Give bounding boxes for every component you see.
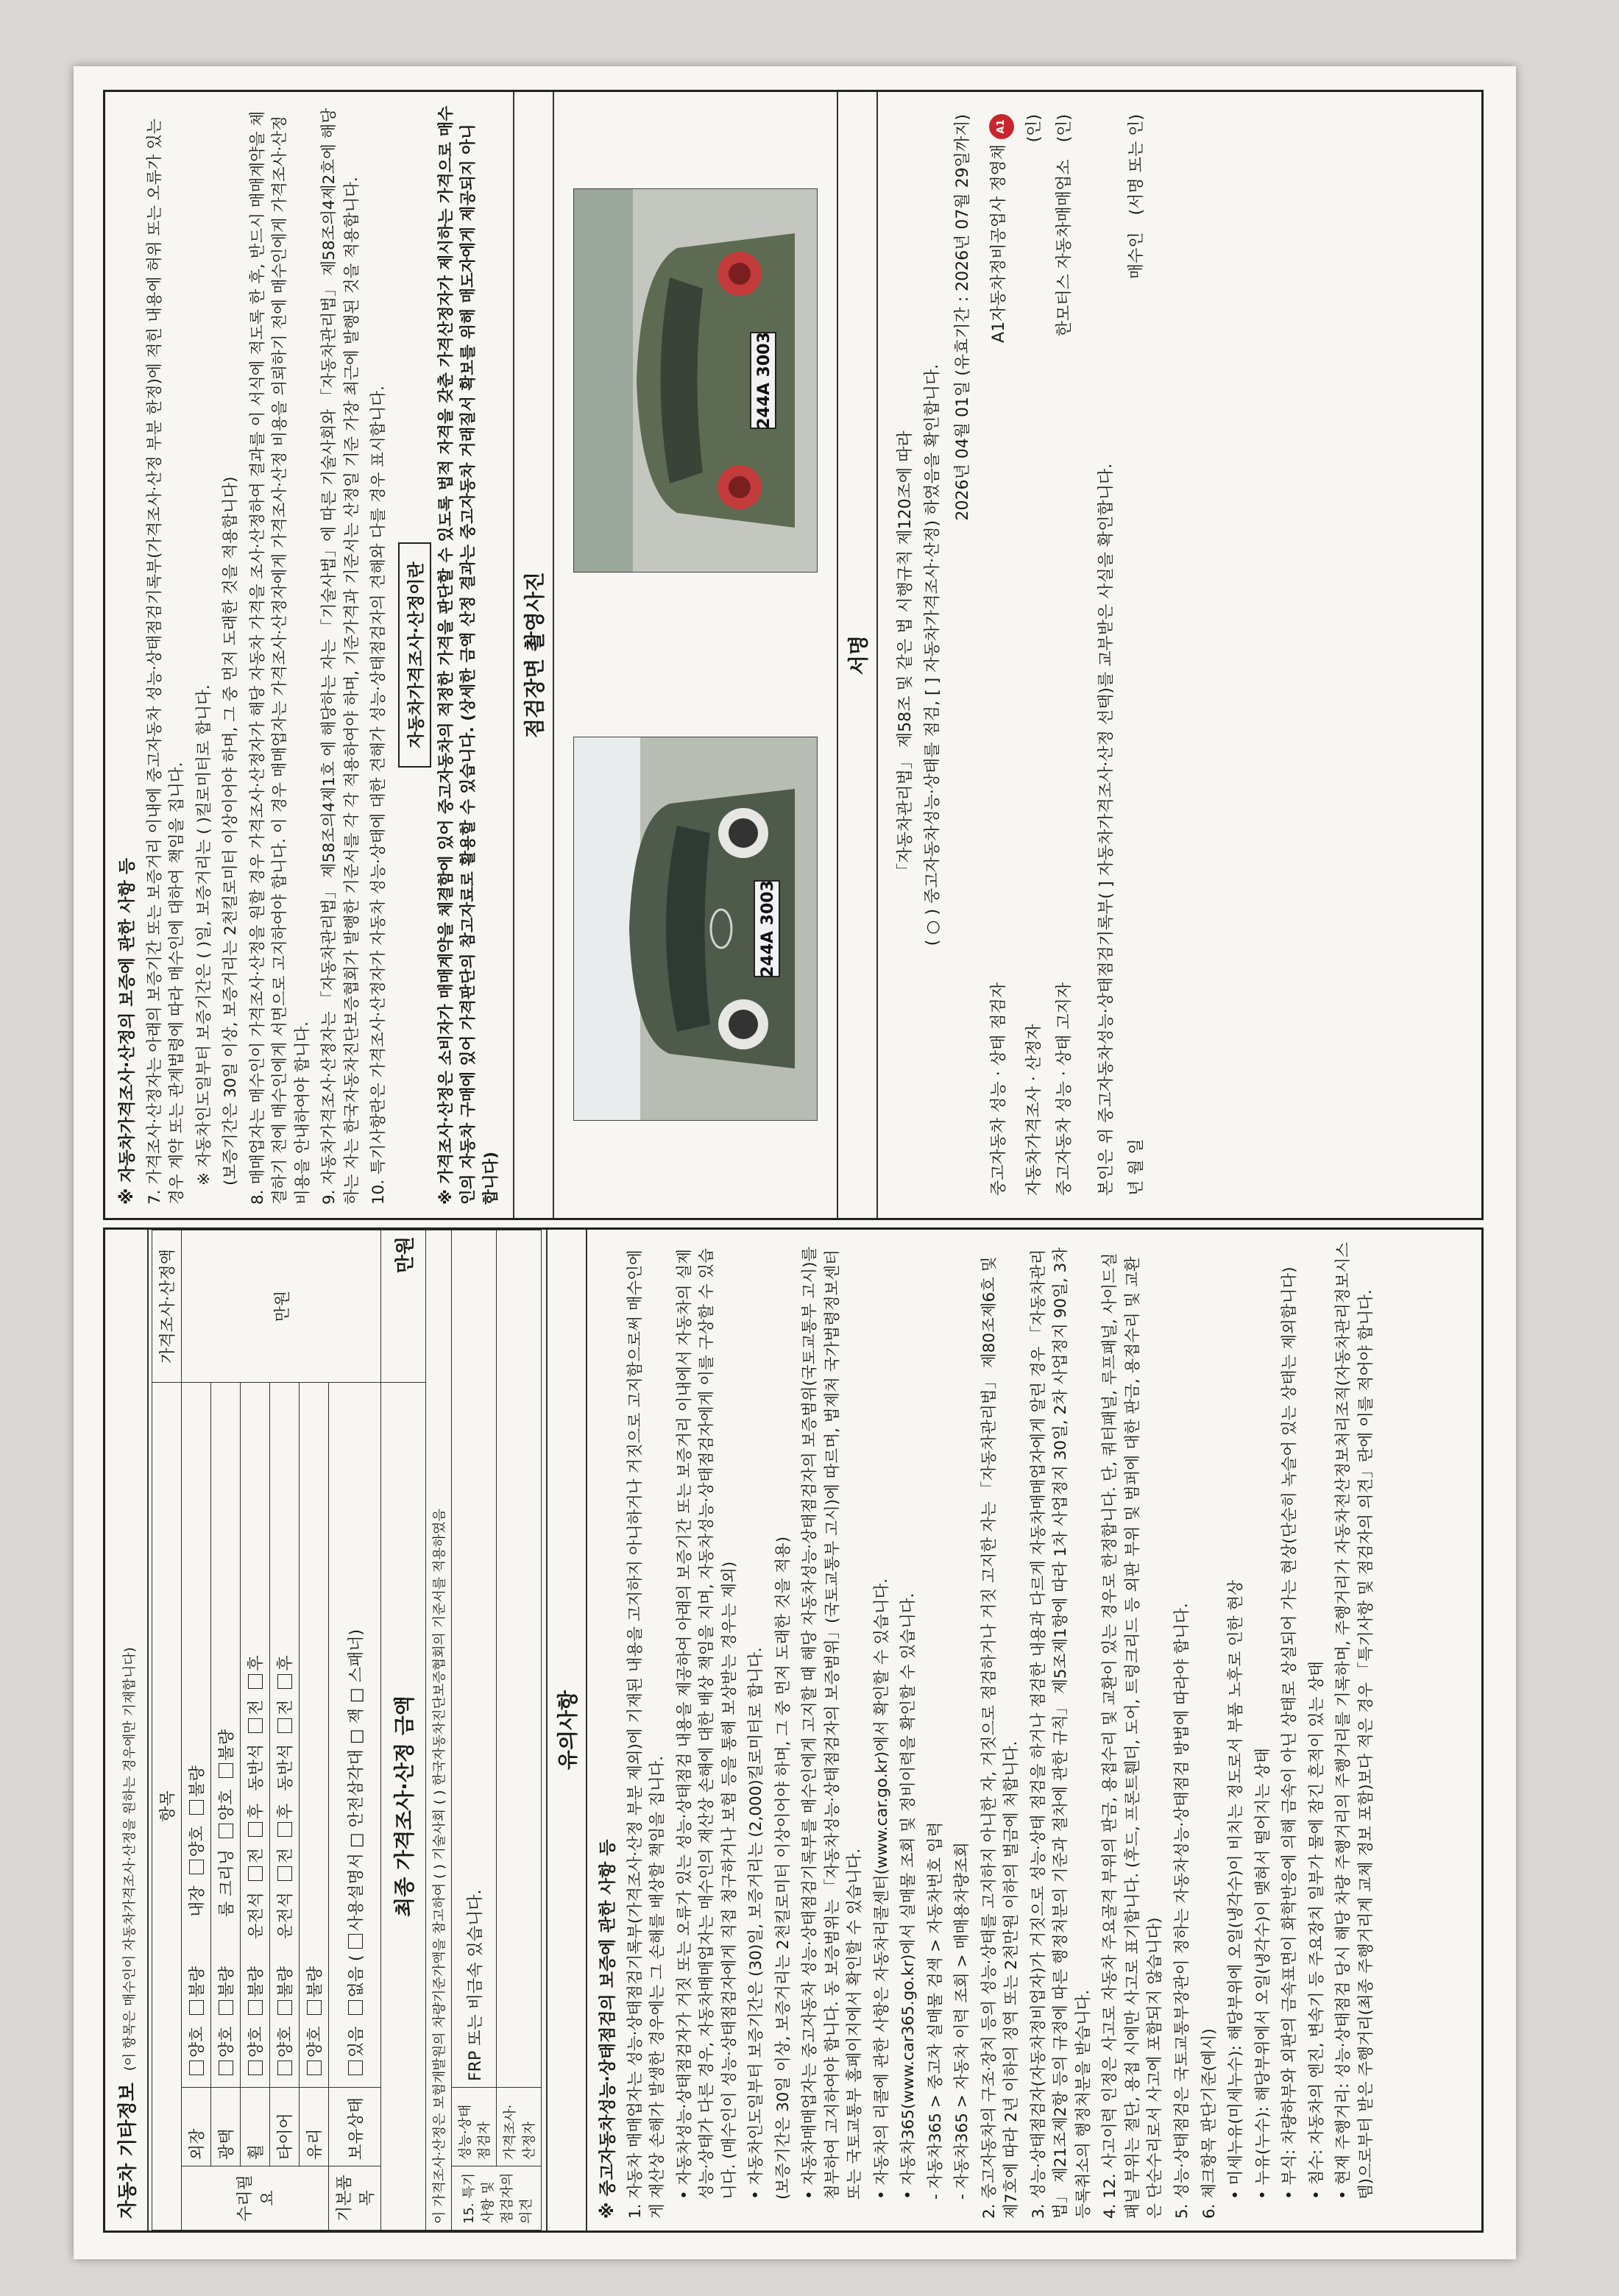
front-photo bbox=[573, 737, 818, 1122]
tire-label: 타이어 bbox=[270, 2088, 300, 2166]
interior-good-checkbox[interactable] bbox=[189, 1860, 204, 1874]
gloss-options bbox=[211, 1383, 241, 2088]
wheel-pass-rear-checkbox[interactable] bbox=[248, 1674, 263, 1689]
inspection-sheet-page bbox=[74, 66, 1516, 2259]
option-label: 불량 bbox=[218, 1729, 236, 1761]
tire-driver-rear-checkbox[interactable] bbox=[277, 1822, 292, 1837]
option-label: 운전석 bbox=[277, 1892, 295, 1939]
tire-driver-front-checkbox[interactable] bbox=[277, 1866, 292, 1881]
price-notes-title: ※ 자동차가격조사·산정의 보증에 관한 사항 등 bbox=[118, 857, 137, 1205]
notice-item: 1. 자동차 매매업자는 성능·상태점검기록부(가격조사·산정 부분 제외)에 기재된 내용을 고지하지 아니하거나 거짓으로 고지함으로써 매수인에게 재산상 손해가 발생한 경우에는 그 손해를 배상할 책임을 집니다. bbox=[626, 1250, 667, 2219]
frp-note: FRP 또는 비금속 있습니다. bbox=[452, 1230, 497, 2088]
notice-item: - 자동차365 > 자동차 이력 조회 > 매매용차량조회 bbox=[953, 1842, 972, 2200]
option-label: 양호 bbox=[277, 2026, 295, 2058]
tire-good-checkbox[interactable] bbox=[277, 2061, 292, 2075]
option-label: 후 bbox=[277, 1803, 295, 1819]
price-note-item: 10. 특기사항란은 가격조사·산정자가 자동차 성능·상태에 대한 견해가 성능·상태점검자의 견해와 다를 경우 표시합니다. bbox=[369, 386, 389, 1205]
option-label: 전 bbox=[277, 1847, 295, 1864]
final-price-unit: 만원 bbox=[381, 1230, 426, 1383]
final-price-title: 최종 가격조사·산정 금액 bbox=[381, 1383, 426, 2231]
col-item-header: 항목 bbox=[152, 1383, 182, 2231]
wheel-bad-checkbox[interactable] bbox=[248, 2000, 263, 2015]
glass-label: 유리 bbox=[300, 2088, 329, 2166]
cleaning-good-checkbox[interactable] bbox=[219, 1824, 233, 1838]
photos-area bbox=[554, 92, 838, 1218]
notice-item: • 자동차의 리콜에 관한 사항은 자동차리콜센터(www.car.go.kr)에서 확인할 수 있습니다. bbox=[872, 1578, 891, 2200]
option-label: 불량 bbox=[218, 1966, 236, 1998]
perf-checker-label: 성능·상태 점검자 bbox=[452, 2088, 497, 2166]
rear-photo bbox=[573, 189, 818, 573]
signature-date: 2026년 04월 01일 (유효기간 : 2026년 07월 29일까지) bbox=[954, 114, 973, 521]
notice-item: • 자동차매매업자는 중고자동차 성능·상태점검기록부를 매수인에게 고지할 때 해당 자동차성능·상태점검자의 보증범위(국토교통부 고시)를 첨부하여 고지하여야 합니다. 동 보증범위는 「자동차성능·상태점검자의 보증범위」(국토교통부 고시)에 따르며, 법제처 국가법령정보센터 또는 국토교통부 홈페이지에서 확인할 수 있습니다. bbox=[801, 1246, 865, 2200]
notice-item: (보증기간은 30일 이상, 보증거리는 2천킬로미터 이상이어야 하며, 그 중 먼저 도래한 것을 적용) bbox=[773, 1536, 793, 2200]
basic-items-label: 기본품목 bbox=[329, 2166, 381, 2231]
notice-item: • 자동차성능·상태점검자가 거짓 또는 오류가 있는 성능·상태점검 내용을 제공하여 아래의 보증기간 또는 보증거리 이내에서 자동차의 실제 성능·상태가 다른 경우, 자동차매매업자는 매수인의 재산상 손해에 대한 배상 책임을 지며, 자동차성능·상태점검자에게 이를 구상할 수 있습니다. (매수인이 성능·상태점검자에게 직접 청구하거나 보험 등을 통해 보상받는 경우는 제외) bbox=[675, 1248, 739, 2200]
rear-plate: 244A 3003 bbox=[755, 332, 774, 430]
notices-header: 유의사항 bbox=[546, 1230, 587, 2231]
etc-subtitle: (이 항목은 매수인이 자동차가격조사·산정을 원하는 경우에만 기재합니다) bbox=[122, 1647, 138, 2072]
buyer-row bbox=[1124, 114, 1147, 1196]
signature-confirm-line: ( ○ ) 중고자동차성능·상태를 점검, [ ] 자동차가격조사·산정) 하였음을 확인합니다. bbox=[924, 364, 943, 946]
front-plate: 244A 3003 bbox=[759, 880, 778, 978]
option-label: 불량 bbox=[188, 1765, 207, 1797]
notice-item: • 침수: 자동차의 엔진, 변속기 등 주요장치 일부가 물에 잠긴 흔적이 있는 상태 bbox=[1307, 1661, 1326, 2200]
price-checker-opinion bbox=[497, 1230, 542, 2088]
notice-item: 4. 12. 사고이력 인정은 사고로 자동차 주요골격 부위의 판금, 용접수리 및 교환이 있는 경우로 한정합니다. 단, 쿼터패널, 루프패널, 사이드실패널 부위는 절단, 용접 시에만 사고로 표기합니다. (후드, 프론트휀더, 도어, 트렁크리드 등 외판 부위 및 범퍼에 대한 판금, 용접수리 및 교환은 단순수리로서 사고에 포함되지 않습니다) bbox=[1101, 1252, 1165, 2219]
price-appraiser-row bbox=[1021, 114, 1044, 1196]
interior-label: 내장 bbox=[188, 1885, 207, 1917]
option-label: 전 bbox=[247, 1699, 266, 1715]
gloss-good-checkbox[interactable] bbox=[219, 2061, 233, 2075]
price-note-item: ※ 자동차인도일부터 보증기간은 ( )일, 보증거리는 ( )킬로미터로 합니다. bbox=[194, 684, 213, 1186]
option-label: 불량 bbox=[188, 1966, 207, 1998]
notice-item: • 자동차인도일부터 보증기간은 (30)일, 보증거리는 (2,000)킬로미터로 합니다. bbox=[747, 1647, 766, 2200]
price-info-box-text: ※ 가격조사·산정은 소비자가 매매계약을 체결함에 있어 중고자동차의 적정한 가격을 판단할 수 있도록 법적 자격을 갖춘 가격산정자가 제시하는 가격으로 매수인의 자동차 구매에 있어 가격판단의 참고자료로 활용할 수 있습니다. (상세한 금액 산정 결과는 중고자동차 거래질서 확보를 위해 매도자에게 제공되지 아니 합니다) bbox=[436, 105, 500, 1205]
notifier-label: 중고자동차 성능 · 상태 고지자 bbox=[1055, 982, 1074, 1196]
option-label: 불량 bbox=[306, 1966, 325, 1998]
notices-block bbox=[587, 1230, 1386, 2231]
option-label: 불량 bbox=[277, 1966, 295, 1998]
exterior-bad-checkbox[interactable] bbox=[189, 2000, 204, 2015]
notifier-sign[interactable]: (인) bbox=[1055, 114, 1074, 143]
option-label bbox=[986, 114, 1014, 343]
signature-law-line: 「자동차관리법」 제58조 및 같은 법 시행규칙 제120조에 따라 bbox=[896, 431, 915, 879]
buyer-confirm: 본인은 위 중고자동차성능·상태점검기록부( ] 자동차가격조사·산정 선택)를 교부받은 사실을 확인합니다. bbox=[1097, 463, 1116, 1196]
option-label: 양호 bbox=[188, 2026, 207, 2058]
tire-pass-front-checkbox[interactable] bbox=[277, 1718, 292, 1733]
option-label: 후 bbox=[247, 1803, 266, 1819]
notice-item: • 자동차365(www.car365.go.kr)에서 실매물 조회 및 정비이력을 확인할 수 있습니다. bbox=[899, 1592, 918, 2200]
option-label: 전 bbox=[247, 1847, 266, 1864]
special-notes-label: 15. 특기사항 및 점검자의 의견 bbox=[452, 2166, 542, 2231]
wheel-options bbox=[241, 1383, 270, 2088]
cleaning-bad-checkbox[interactable] bbox=[219, 1763, 233, 1778]
col-price-header: 가격조사·산정액 bbox=[152, 1230, 182, 1383]
wheel-driver-front-checkbox[interactable] bbox=[248, 1866, 263, 1881]
notice-item: 3. 성능·상태점검자(자동차정비업자)가 거짓으로 성능·상태 점검을 하거나 점검한 내용과 다르게 자동차매매업자에게 알린 경우 「자동차관리법」 제21조제2항 등의 규정에 따른 행정처분의 기준과 절차에 관한 규칙」 제5조제1항에 따라 1차 사업정지 30일, 2차 사업정지 90일, 3차 등록취소의 행정처분을 받습니다. bbox=[1029, 1247, 1093, 2219]
price-won-cell bbox=[182, 1230, 381, 1383]
basic-none-checkbox[interactable] bbox=[348, 2000, 363, 2015]
price-appraiser-sign[interactable]: (인) bbox=[1025, 114, 1044, 143]
option-label: 후 bbox=[247, 1655, 266, 1671]
option-label: 만원 bbox=[273, 1290, 292, 1322]
option-label: 동반석 bbox=[247, 1743, 266, 1791]
notice-item: 5. 성능·상태점검은 국토교통부장관이 정하는 자동차성능·상태점검 방법에 따라야 합니다. bbox=[1173, 1603, 1191, 2219]
option-label: 있음 bbox=[347, 2026, 366, 2058]
notice-item: • 누유(누수): 해당부위에서 오일(냉각수)이 맺혀서 떨어지는 상태 bbox=[1253, 1748, 1272, 2200]
exterior-options bbox=[182, 1383, 211, 2088]
option-label: 양호 bbox=[188, 1825, 207, 1857]
notice-item: • 현재 주행거리: 성능·상태점검 당시 해당 차량 주행거리의 주행거리를 기록하며, 주행거리가 자동차전산정보처리조직(자동차관리정보시스템)으로부터 받은 주행거리(최종 주행거리계 교체 정보 포함)보다 적은 경우 「특기사항 및 점검자의 의견」란에 이를 적어야 합니다. bbox=[1334, 1242, 1375, 2200]
glass-good-checkbox[interactable] bbox=[307, 2061, 322, 2075]
option-label: 양호 bbox=[306, 2026, 325, 2058]
room-cleaning-label: 룸 크리닝 bbox=[218, 1849, 236, 1917]
inspector-seal: A1 bbox=[989, 114, 1014, 139]
option-label: 불량 bbox=[247, 1966, 266, 1998]
buyer-label: 매수인 bbox=[1127, 232, 1147, 280]
front-car-image bbox=[574, 738, 817, 1121]
photos-title: 점검장면 촬영사진 bbox=[514, 92, 554, 1218]
wheel-good-checkbox[interactable] bbox=[248, 2061, 263, 2075]
price-checker-label: 가격조사·산정자 bbox=[497, 2088, 542, 2166]
basic-has-checkbox[interactable] bbox=[348, 2061, 363, 2075]
exterior-label: 외장 bbox=[182, 2088, 211, 2166]
option-label: 사용설명서 □ 안전삼각대 □ 잭 □ 스패너) bbox=[347, 1629, 366, 1932]
option-label: 후 bbox=[277, 1655, 295, 1671]
glass-options bbox=[300, 1383, 329, 2088]
glass-bad-checkbox[interactable] bbox=[307, 2000, 322, 2015]
notifier-row bbox=[1052, 114, 1074, 1196]
option-label bbox=[1124, 114, 1147, 279]
basic-status-label: 보유상태 bbox=[329, 2088, 381, 2166]
notice-item: • 미세누유(미세누수): 해당부위에 오일(냉각수)이 비치는 정도로서 부품 노후로 인한 현상 bbox=[1227, 1580, 1246, 2200]
wheel-label: 휠 bbox=[241, 2088, 270, 2166]
buyer-sign[interactable]: (서명 또는 인) bbox=[1127, 114, 1147, 216]
price-info-box-title: 자동차가격조사·산정이란 bbox=[398, 542, 431, 767]
tire-options bbox=[270, 1383, 300, 2088]
notices-title: ※ 중고자동차성능·상태점검의 보증에 관한 사항 등 bbox=[598, 1839, 617, 2219]
manual-checkbox[interactable] bbox=[348, 1934, 363, 1949]
option-label: 없음 bbox=[347, 1966, 366, 1998]
option-label: 양호 bbox=[218, 1789, 236, 1821]
price-appraiser-label: 자동차가격조사 · 산정자 bbox=[1025, 1024, 1044, 1196]
wheel-pass-front-checkbox[interactable] bbox=[248, 1718, 263, 1733]
inspector-label: 중고자동차 성능 · 상태 점검자 bbox=[990, 982, 1009, 1196]
inspector-name: A1자동차정비공업사 정영채 bbox=[990, 144, 1009, 343]
price-notes-block bbox=[105, 92, 514, 1218]
certifier-note: 이 가격조사·산정은 보험개발원의 차량기준가액을 참고하여 ( ) 기술사회 ( ) 한국자동차진단보증협회의 기준서를 적용하였음 bbox=[426, 1230, 452, 2231]
basic-options: 있음 없음 (사용설명서 □ 안전삼각대 □ 잭 □ 스패너) bbox=[329, 1383, 381, 2088]
left-panel bbox=[103, 1227, 1484, 2233]
exterior-good-checkbox[interactable] bbox=[189, 2061, 204, 2075]
price-note-item: 8. 매매업자는 매수인이 가격조사·산정을 원할 경우 가격조사·산정자가 해당 자동차 가격을 조사·산정하여 결과를 이 서식에 적도록 한 후, 반드시 매매계약을 체결하기 전에 매수인에게 서면으로 고지하여야 합니다. 이 경우 매매업자는 가격조사·산정자에게 가격조사·산정 비용을 의뢰하기 전에 매수인에게 가격조사·산정 비용을 안내하여야 합니다. bbox=[248, 110, 312, 1205]
notice-item: • 부식: 차량하부와 외판의 금속표면이 화학반응에 의해 금속이 아닌 상태로 상실되어 가는 현상(단순히 녹슬어 있는 상태는 제외합니다) bbox=[1280, 1266, 1300, 2200]
etc-table bbox=[152, 1230, 542, 2231]
rear-car-image bbox=[574, 190, 817, 573]
option-label: 동반석 bbox=[277, 1743, 295, 1791]
tire-pass-rear-checkbox[interactable] bbox=[277, 1674, 292, 1689]
notifier-name: 한모터스 자동차매매업소 bbox=[1055, 159, 1074, 337]
option-label: 운전석 bbox=[247, 1892, 266, 1939]
signature-block bbox=[878, 92, 1164, 1218]
repair-needed-label: 수리필요 bbox=[182, 2166, 329, 2231]
buyer-date-blank[interactable]: 년 월 일 bbox=[1127, 1138, 1147, 1196]
notice-item: - 자동차365 > 중고차 실매물 검색 > 자동차번호 입력 bbox=[926, 1821, 945, 2200]
gloss-bad-checkbox[interactable] bbox=[219, 2000, 233, 2015]
etc-title: 자동차 기타정보 bbox=[117, 2083, 139, 2219]
option-label: 전 bbox=[277, 1699, 295, 1715]
price-note-item: (보증기간은 30일 이상, 보증거리는 2천킬로미터 이상이어야 하며, 그 중 먼저 도래한 것을 적용합니다) bbox=[222, 476, 241, 1186]
option-label: 양호 bbox=[247, 2026, 266, 2058]
option-label bbox=[1052, 114, 1074, 336]
signature-title: 서명 bbox=[838, 92, 878, 1218]
right-panel bbox=[103, 90, 1484, 1220]
tire-bad-checkbox[interactable] bbox=[277, 2000, 292, 2015]
notice-item: 6. 체크항목 판단기준(예시) bbox=[1200, 2028, 1219, 2219]
interior-bad-checkbox[interactable] bbox=[189, 1800, 204, 1815]
notice-item: 2. 중고자동차의 구조·장치 등의 성능·상태를 고지하지 아니한 자, 거짓으로 점검하거나 거짓 고지한 자는 「자동차관리법」 제80조제6호 및 제7호에 따라 2년 이하의 징역 또는 2천만원 이하의 벌금에 처합니다. bbox=[979, 1256, 1021, 2219]
wheel-driver-rear-checkbox[interactable] bbox=[248, 1822, 263, 1837]
inspector-row bbox=[986, 114, 1014, 1196]
price-note-item: 7. 가격조사·산정자는 아래의 보증기간 또는 보증거리 이내에 중고자동차 성능·상태점검기록부(가격조사·산정 부분 한정)에 적힌 내용에 허위 또는 오류가 있는 경우 계약 또는 관계법령에 따라 매수인에 대하여 책임을 집니다. bbox=[145, 118, 187, 1205]
gloss-label: 광택 bbox=[211, 2088, 241, 2166]
price-note-item: 9. 자동차가격조사·산정자는 「자동차관리법」 제58조의4제1호 에 해당하는 자는 「기술사법」에 따른 기술사회와 「자동차관리법」 제58조의4제2호에 해당하는 자는 한국자동차진단보증협회가 발행한 기준서를 각 각 적용하여야 하며, 기준가격과 기준서는 산정일 기준 가장 최근에 발행된 것을 적용합니다. bbox=[320, 107, 361, 1205]
option-label: 양호 bbox=[218, 2026, 236, 2058]
